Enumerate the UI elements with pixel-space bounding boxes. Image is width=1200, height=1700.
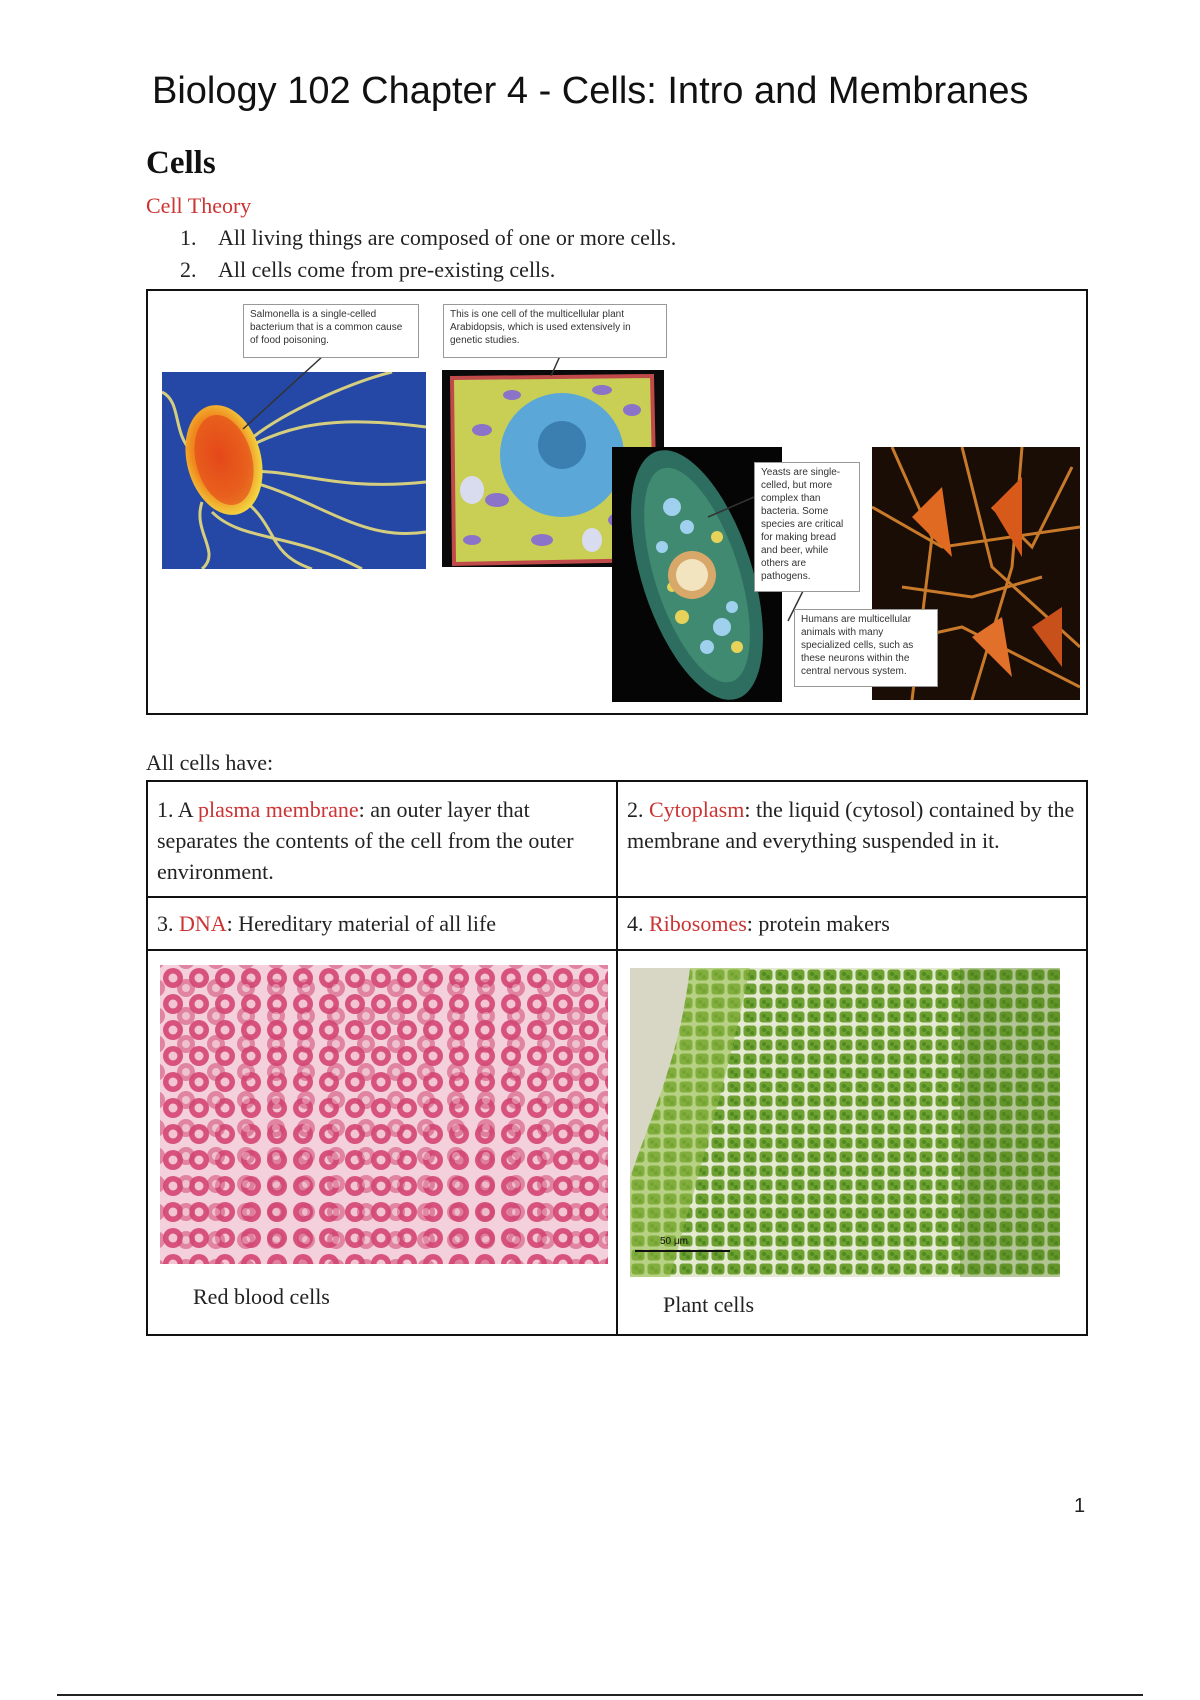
plasma-membrane-cell: 1. A plasma membrane: an outer layer that separates the contents of the cell from the outer environment. bbox=[147, 781, 617, 897]
all-cells-intro: All cells have: bbox=[146, 750, 274, 775]
cytoplasm-cell: 2. Cytoplasm: the liquid (cytosol) contained by the membrane and everything suspended in it. bbox=[617, 781, 1087, 897]
subsection-heading: Cell Theory bbox=[146, 193, 252, 218]
dna-term: DNA bbox=[179, 911, 227, 936]
cell-examples-figure bbox=[146, 289, 1088, 715]
footer-divider bbox=[57, 1694, 1143, 1696]
yeast-callout: Yeasts are single-celled, but more complex than bacteria. Some species are critical for making bread and beer, while others are pathogens. bbox=[754, 462, 860, 592]
red-blood-cells-panel bbox=[147, 950, 617, 1335]
ribosomes-term: Ribosomes bbox=[649, 911, 747, 936]
cell-theory-list bbox=[180, 222, 676, 286]
cell-components-table bbox=[146, 780, 1088, 1336]
page-title: Biology 102 Chapter 4 - Cells: Intro and Membranes bbox=[152, 70, 1029, 112]
ribosomes-cell: 4. Ribosomes: protein makers bbox=[617, 897, 1087, 950]
plant-cells-image bbox=[630, 968, 1060, 1277]
section-heading: Cells bbox=[146, 145, 216, 181]
salmonella-image bbox=[162, 372, 426, 569]
scale-bar-label: 50 μm bbox=[660, 1236, 688, 1247]
page-number: 1 bbox=[1074, 1495, 1086, 1517]
plant-cells-caption: Plant cells bbox=[663, 1292, 755, 1317]
dna-cell: 3. DNA: Hereditary material of all life bbox=[147, 897, 617, 950]
list-item: 1. All living things are composed of one or more cells. bbox=[180, 225, 677, 250]
plasma-membrane-term: plasma membrane bbox=[197, 797, 359, 822]
red-blood-cells-caption: Red blood cells bbox=[193, 1284, 330, 1309]
list-item: 2. All cells come from pre-existing cells. bbox=[180, 257, 556, 282]
plant-cells-panel bbox=[617, 950, 1087, 1335]
arabidopsis-callout: This is one cell of the multicellular plant Arabidopsis, which is used extensively in genetic studies. bbox=[443, 304, 667, 358]
red-blood-cells-image bbox=[160, 965, 608, 1264]
cytoplasm-term: Cytoplasm bbox=[649, 797, 745, 822]
salmonella-callout: Salmonella is a single-celled bacterium that is a common cause of food poisoning. bbox=[243, 304, 419, 358]
humans-callout: Humans are multicellular animals with many specialized cells, such as these neurons within the central nervous system. bbox=[794, 609, 938, 687]
